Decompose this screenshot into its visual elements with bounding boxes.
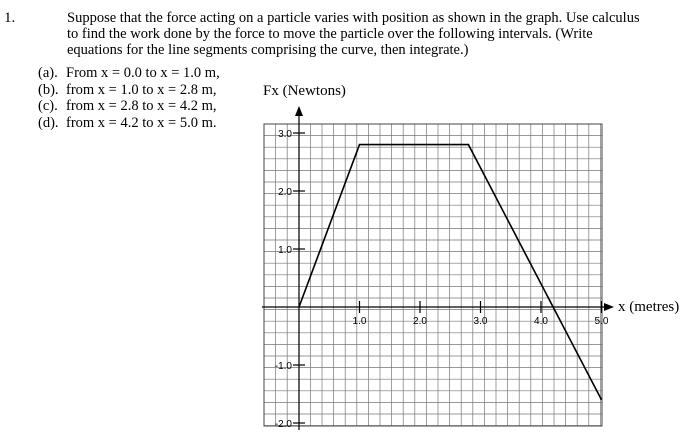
part-c-text: from x = 2.8 to x = 4.2 m, [66,98,217,114]
graph-series [299,145,602,400]
question-number: 1. [4,10,16,26]
graph-ticks [275,129,609,430]
x-tick-label: 5.0 [594,316,609,327]
part-b-text: from x = 1.0 to x = 2.8 m, [66,81,217,98]
part-d-label: (d). [38,114,59,131]
x-axis-arrow [604,303,614,311]
x-tick-label: 4.0 [534,316,548,327]
y-tick-label: -1.0 [274,361,292,372]
part-a-label: (a). [38,65,58,81]
y-tick-label: 3.0 [278,129,292,140]
stem-line-3: equations for the line segments comprising the curve, then integrate.) [67,42,469,58]
graph-grid [264,124,602,426]
part-d-text: from x = 4.2 to x = 5.0 m. [66,114,217,131]
stem-line-1: Suppose that the force acting on a particle varies with position as shown in the graph. Use calculus [67,10,640,26]
y-tick-label: -2.0 [274,419,292,430]
part-a-text: From x = 0.0 to x = 1.0 m, [66,65,220,81]
x-tick-label: 1.0 [352,316,367,327]
x-axis-label: x (metres) [618,299,680,315]
y-axis-label: Fx (Newtons) [263,83,346,99]
x-tick-label: 2.0 [413,316,427,327]
y-tick-label: 2.0 [278,187,292,198]
y-tick-label: 1.0 [278,245,292,256]
y-axis-arrow [295,106,303,116]
x-tick-label: 3.0 [473,316,488,327]
part-b-label: (b). [38,81,59,98]
stem-line-2: to find the work done by the force to move the particle over the following intervals. (Write [67,26,593,42]
force-curve [299,145,602,400]
part-c-label: (c). [38,98,58,114]
